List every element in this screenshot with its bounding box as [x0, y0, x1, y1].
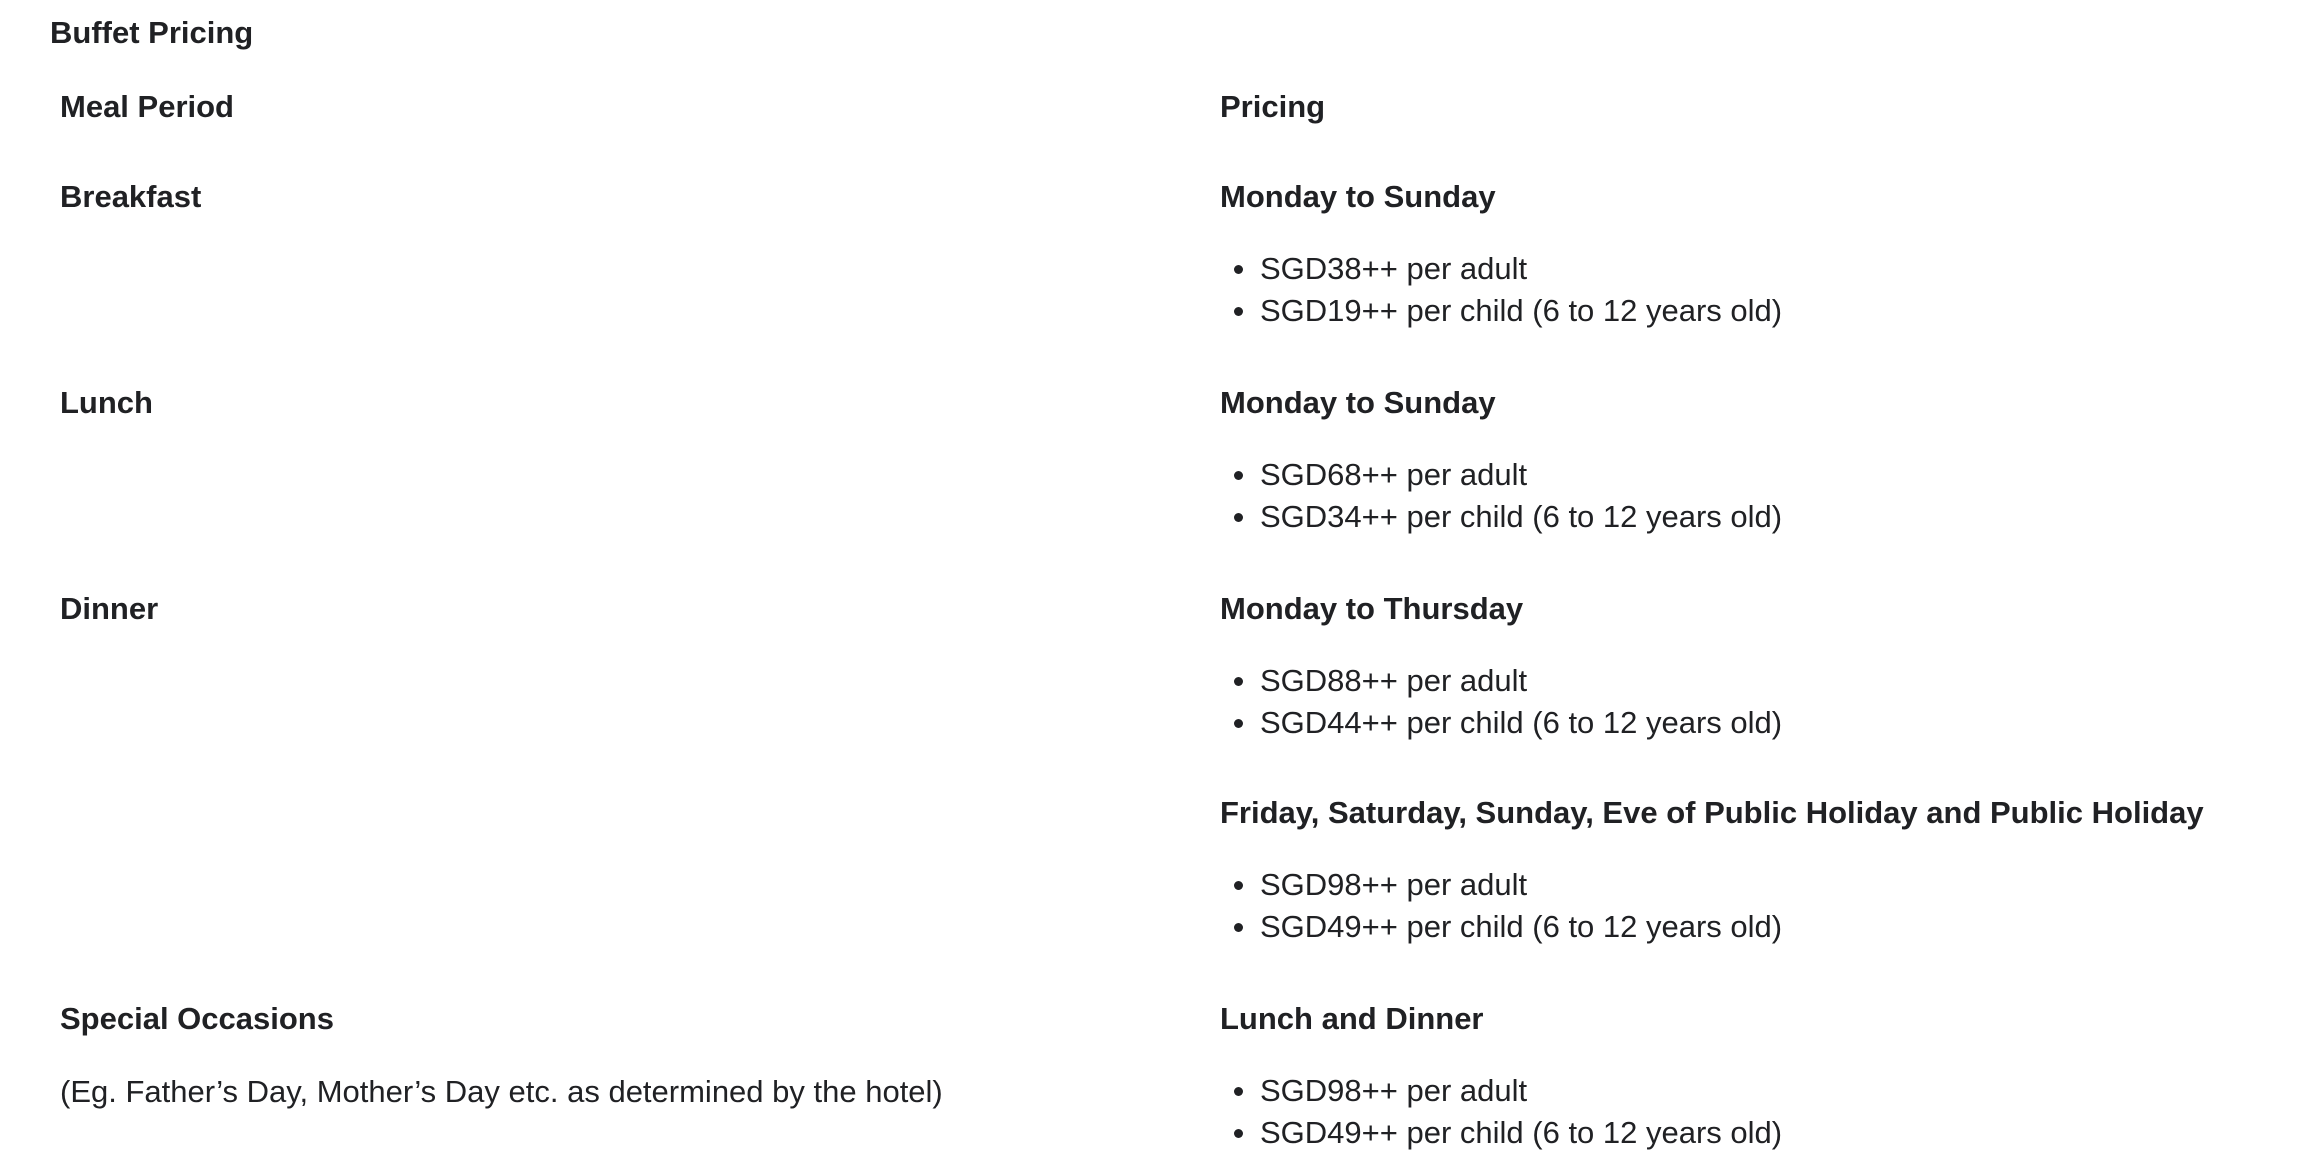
price-item-child: SGD19++ per child (6 to 12 years old)	[1220, 290, 2268, 332]
pricing-table	[48, 88, 2268, 1154]
price-item-child: SGD49++ per child (6 to 12 years old)	[1220, 1112, 2268, 1154]
price-list	[1220, 660, 2268, 744]
price-item-child: SGD44++ per child (6 to 12 years old)	[1220, 702, 2268, 744]
price-item-adult: SGD38++ per adult	[1220, 248, 2268, 290]
column-header-meal-period: Meal Period	[60, 89, 234, 124]
table-row-lunch	[48, 384, 2268, 590]
period-title: Monday to Thursday	[1220, 591, 1524, 626]
price-list	[1220, 454, 2268, 538]
price-item-adult: SGD98++ per adult	[1220, 864, 2268, 906]
price-item-adult: SGD88++ per adult	[1220, 660, 2268, 702]
meal-note: (Eg. Father’s Day, Mother’s Day etc. as determined by the hotel)	[60, 1074, 943, 1109]
price-list	[1220, 248, 2268, 332]
period-title: Lunch and Dinner	[1220, 1001, 1484, 1036]
meal-name: Special Occasions	[60, 1001, 334, 1036]
meal-cell	[48, 178, 1208, 384]
price-item-child: SGD49++ per child (6 to 12 years old)	[1220, 906, 2268, 948]
meal-cell	[48, 590, 1208, 1000]
meal-name: Dinner	[60, 591, 159, 626]
price-list	[1220, 1070, 2268, 1154]
table-row-special-occasions	[48, 1000, 2268, 1154]
table-row-breakfast	[48, 178, 2268, 384]
table-header-row	[48, 88, 2268, 178]
meal-cell	[48, 384, 1208, 590]
meal-name: Breakfast	[60, 179, 202, 214]
period-title: Monday to Sunday	[1220, 385, 1496, 420]
price-item-adult: SGD68++ per adult	[1220, 454, 2268, 496]
table-row-dinner	[48, 590, 2268, 1000]
pricing-cell	[1208, 1000, 2268, 1154]
meal-cell	[48, 1000, 1208, 1154]
pricing-cell	[1208, 178, 2268, 384]
column-header-pricing: Pricing	[1220, 89, 1326, 124]
price-list	[1220, 864, 2268, 948]
pricing-cell	[1208, 590, 2268, 1000]
page-title: Buffet Pricing	[50, 15, 254, 50]
meal-name: Lunch	[60, 385, 153, 420]
period-title: Friday, Saturday, Sunday, Eve of Public Holiday and Public Holiday	[1220, 795, 2204, 830]
pricing-cell	[1208, 384, 2268, 590]
price-item-adult: SGD98++ per adult	[1220, 1070, 2268, 1112]
price-item-child: SGD34++ per child (6 to 12 years old)	[1220, 496, 2268, 538]
period-title: Monday to Sunday	[1220, 179, 1496, 214]
